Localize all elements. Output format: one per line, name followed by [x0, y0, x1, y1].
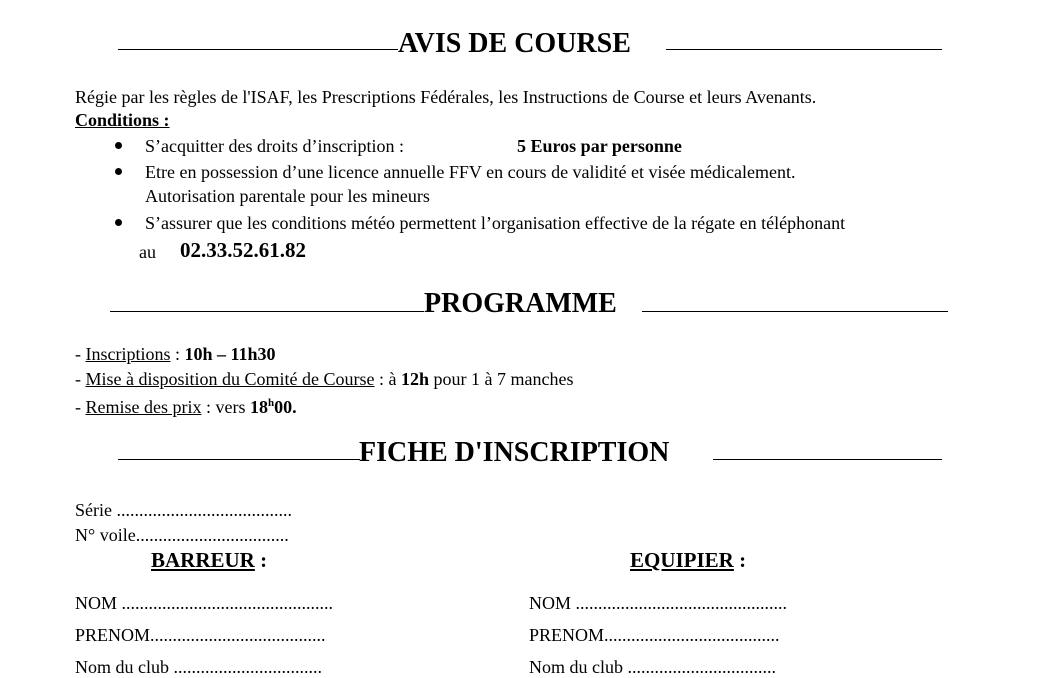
item-label: Inscriptions	[85, 344, 171, 364]
voile-field: N° voile..................................	[75, 525, 289, 545]
item-label: Mise à disposition du Comité de Course	[85, 369, 375, 389]
item-min: 00.	[274, 397, 297, 417]
programme-title: PROGRAMME	[424, 288, 617, 319]
item-h: h	[267, 397, 275, 409]
programme-rule-left	[110, 311, 424, 312]
fiche-rule-left	[118, 459, 360, 460]
item-dash: -	[75, 397, 86, 417]
barreur-prenom-field: PRENOM.......................................	[75, 625, 326, 645]
bullet-3-line1: S’assurer que les conditions météo permettent l’organisation effective de la régate en téléphonant	[145, 213, 846, 233]
equipier-club-field: Nom du club .................................	[529, 657, 776, 677]
item-dash: -	[75, 369, 86, 389]
avis-rule-left	[118, 49, 398, 50]
conditions-label: Conditions :	[75, 110, 170, 130]
equipier-heading	[630, 548, 746, 572]
bullet-3-prefix: au	[139, 242, 156, 262]
equipier-heading-colon: :	[733, 548, 747, 572]
item-dash: -	[75, 344, 86, 364]
item-hour: 18	[249, 397, 268, 417]
programme-rule-right	[642, 311, 948, 312]
fiche-rule-right	[713, 459, 942, 460]
bullet-dot	[115, 168, 122, 175]
barreur-nom-field: NOM ...............................................	[75, 593, 334, 613]
programme-item-prix	[75, 392, 297, 418]
item-sep: :	[170, 344, 185, 364]
phone-number: 02.33.52.61.82	[180, 238, 306, 262]
equipier-prenom-field: PRENOM.......................................	[529, 625, 780, 645]
barreur-heading	[151, 548, 267, 572]
item-value: 12h	[400, 369, 429, 389]
regie-text: Régie par les règles de l'ISAF, les Prescriptions Fédérales, les Instructions de Course et leurs Avenants.	[75, 87, 817, 107]
equipier-nom-field: NOM ...............................................	[529, 593, 788, 613]
serie-field: Série .......................................	[75, 500, 292, 520]
item-value: 10h – 11h30	[184, 344, 276, 364]
avis-rule-right	[666, 49, 942, 50]
bullet-2-line2: Autorisation parentale pour les mineurs	[145, 186, 430, 206]
programme-item-inscriptions	[75, 343, 276, 365]
item-rest: pour 1 à 7 manches	[429, 369, 574, 389]
bullet-1-text: S’acquitter des droits d’inscription :	[145, 136, 404, 156]
barreur-heading-colon: :	[254, 548, 268, 572]
barreur-heading-text: BARREUR	[151, 548, 255, 572]
bullet-dot	[115, 219, 122, 226]
avis-title: AVIS DE COURSE	[398, 28, 631, 59]
item-sep: : vers	[201, 397, 250, 417]
bullet-dot	[115, 142, 122, 149]
bullet-1-value: 5 Euros par personne	[517, 136, 682, 156]
item-sep: : à	[374, 369, 401, 389]
bullet-2-line1: Etre en possession d’une licence annuelle FFV en cours de validité et visée médicalement.	[145, 162, 796, 182]
programme-item-comite	[75, 368, 573, 390]
item-label: Remise des prix	[85, 397, 202, 417]
equipier-heading-text: EQUIPIER	[630, 548, 734, 572]
fiche-title: FICHE D'INSCRIPTION	[359, 437, 670, 468]
barreur-club-field: Nom du club .................................	[75, 657, 322, 677]
